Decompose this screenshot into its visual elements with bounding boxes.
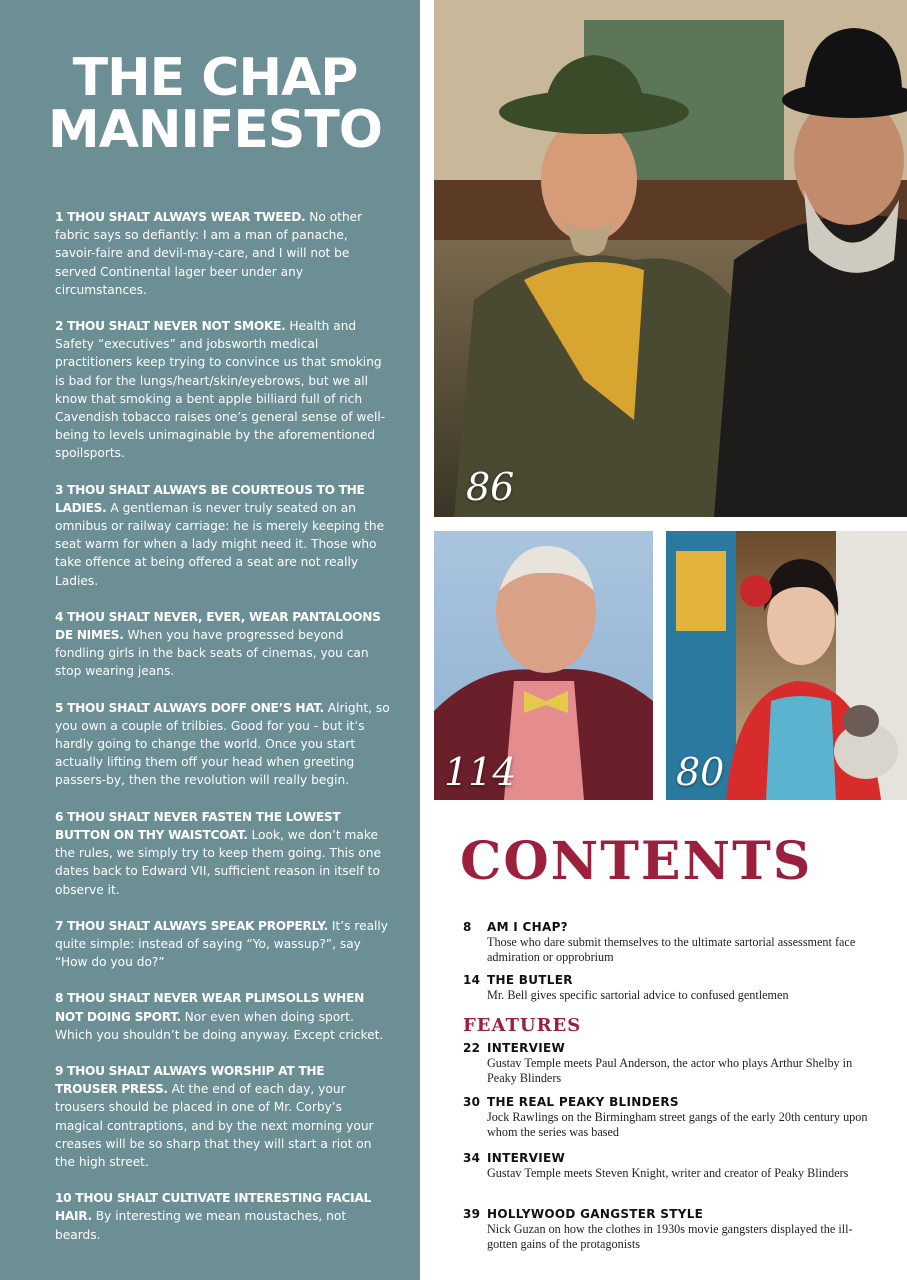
manifesto-rule <box>55 1062 390 1171</box>
entry-description: Gustav Temple meets Steven Knight, writer and creator of Peaky Blinders <box>487 1166 849 1180</box>
entry-heading <box>463 1151 883 1166</box>
contents-entry[interactable] <box>463 973 883 1003</box>
photo-two-gentlemen-illustration <box>434 0 907 517</box>
rule-body: A gentleman is never truly seated on an omnibus or railway carriage: he is merely keeping the seat warm for when a lady might need it. Those who take offence at being offered a seat are not really Ladies. <box>55 500 385 588</box>
rule-body: At the end of each day, your trousers should be placed in one of Mr. Corby’s magical contraptions, and by the next morning your creases will be so sharp that they will start a riot on the high street. <box>55 1082 374 1169</box>
entry-description: Mr. Bell gives specific sartorial advice to confused gentlemen <box>487 988 789 1002</box>
entry-title: THE REAL PEAKY BLINDERS <box>487 1095 679 1109</box>
rule-body: Look, we don’t make the rules, we simply try to keep them going. This one dates back to Edward VII, sufficient reason in itself to observe it. <box>55 827 381 897</box>
entry-title: AM I CHAP? <box>487 920 568 934</box>
entry-title: THE BUTLER <box>487 973 573 987</box>
rule-body: No other fabric says so defiantly: I am a man of panache, savoir-faire and devil-may-care, and I will not be served Continental lager beer under any circumstances. <box>55 210 363 297</box>
photo-two-gentlemen <box>434 0 907 517</box>
page-number-86: 86 <box>466 465 515 509</box>
rule-body: It’s really quite simple: instead of saying “Yo, wassup?”, say “How do you do?” <box>55 918 389 970</box>
rule-lead: 3 THOU SHALT ALWAYS BE COURTEOUS TO THE LADIES. <box>55 482 365 515</box>
page-number-80: 80 <box>676 750 725 794</box>
rule-body: Health and Safety “executives” and jobsworth medical practitioners keep trying to convince us that smoking is bad for the lungs/heart/skin/eyebrows, but we all know that smoking a bent apple billiard full of rich Cavendish tobacco raises one’s general sense of well-being to levels unimaginable by the aforementioned spoilsports. <box>55 319 386 461</box>
entry-page: 39 <box>463 1207 481 1221</box>
rule-body: Nor even when doing sport. Which you shouldn’t be doing anyway. Except cricket. <box>55 1009 384 1042</box>
entry-title: INTERVIEW <box>487 1151 566 1165</box>
entry-description: Nick Guzan on how the clothes in 1930s movie gangsters displayed the ill-gotten gains of the protagonists <box>487 1222 853 1251</box>
manifesto-rule <box>55 917 390 972</box>
rule-body: When you have progressed beyond fondling girls in the back seats of cinemas, you can stop wearing jeans. <box>55 628 369 679</box>
rule-lead: 10 THOU SHALT CULTIVATE INTERESTING FACIAL HAIR. <box>55 1191 371 1224</box>
entry-page: 30 <box>463 1095 481 1109</box>
entry-description: Those who dare submit themselves to the ultimate sartorial assessment face admiration or opprobrium <box>487 935 856 964</box>
manifesto-rule <box>55 608 390 681</box>
rule-lead: 8 THOU SHALT NEVER WEAR PLIMSOLLS WHEN NOT DOING SPORT. <box>55 991 365 1024</box>
entry-page: 14 <box>463 973 481 987</box>
manifesto-rule <box>55 989 390 1044</box>
manifesto-title <box>45 48 385 160</box>
entry-heading <box>463 973 883 988</box>
photo-woman-with-cat <box>666 531 907 800</box>
entry-heading <box>463 1041 883 1056</box>
entry-title: INTERVIEW <box>487 1041 566 1055</box>
rule-lead: 1 THOU SHALT ALWAYS WEAR TWEED. <box>55 210 306 224</box>
contents-entry[interactable] <box>463 920 883 964</box>
manifesto-rule <box>55 699 390 790</box>
manifesto-rules <box>55 208 390 1262</box>
manifesto-title-line1: THE CHAP <box>72 48 358 108</box>
rule-body: By interesting we mean moustaches, not beards. <box>55 1209 347 1242</box>
features-title: FEATURES <box>463 1015 582 1036</box>
photo-gentleman-bowtie <box>434 531 653 800</box>
entry-heading <box>463 920 883 935</box>
manifesto-title-line2: MANIFESTO <box>47 100 383 160</box>
manifesto-rule <box>55 208 390 299</box>
feature-entry[interactable] <box>463 1151 883 1181</box>
rule-lead: 6 THOU SHALT NEVER FASTEN THE LOWEST BUTTON ON THY WAISTCOAT. <box>55 809 341 842</box>
entry-heading <box>463 1207 883 1222</box>
rule-lead: 7 THOU SHALT ALWAYS SPEAK PROPERLY. <box>55 918 328 933</box>
entry-page: 22 <box>463 1041 481 1055</box>
entry-page: 34 <box>463 1151 481 1165</box>
feature-entry[interactable] <box>463 1207 883 1251</box>
entry-page: 8 <box>463 920 472 934</box>
entry-description: Jock Rawlings on the Birmingham street gangs of the early 20th century upon whom the series was based <box>487 1110 868 1139</box>
feature-entry[interactable] <box>463 1041 883 1085</box>
manifesto-rule <box>55 1189 390 1244</box>
entry-heading <box>463 1095 883 1110</box>
page-number-114: 114 <box>444 750 517 794</box>
feature-entry[interactable] <box>463 1095 883 1139</box>
rule-lead: 2 THOU SHALT NEVER NOT SMOKE. <box>55 319 286 334</box>
rule-lead: 9 THOU SHALT ALWAYS WORSHIP AT THE TROUSER PRESS. <box>55 1063 325 1097</box>
rule-lead: 5 THOU SHALT ALWAYS DOFF ONE’S HAT. <box>55 700 324 715</box>
manifesto-sidebar <box>0 0 420 1280</box>
entry-title: HOLLYWOOD GANGSTER STYLE <box>487 1207 704 1221</box>
entry-description: Gustav Temple meets Paul Anderson, the actor who plays Arthur Shelby in Peaky Blinders <box>487 1056 853 1085</box>
rule-body: Alright, so you own a couple of trilbies. Good for you - but it’s hardly going to change the world. Once you start actually lifting them off your head when greeting passers-by, then the revolution will really begin. <box>55 700 390 788</box>
manifesto-rule <box>55 317 390 463</box>
contents-title: CONTENTS <box>460 831 813 892</box>
rule-lead: 4 THOU SHALT NEVER, EVER, WEAR PANTALOONS DE NIMES. <box>55 609 381 643</box>
manifesto-rule <box>55 808 390 899</box>
manifesto-rule <box>55 481 390 590</box>
